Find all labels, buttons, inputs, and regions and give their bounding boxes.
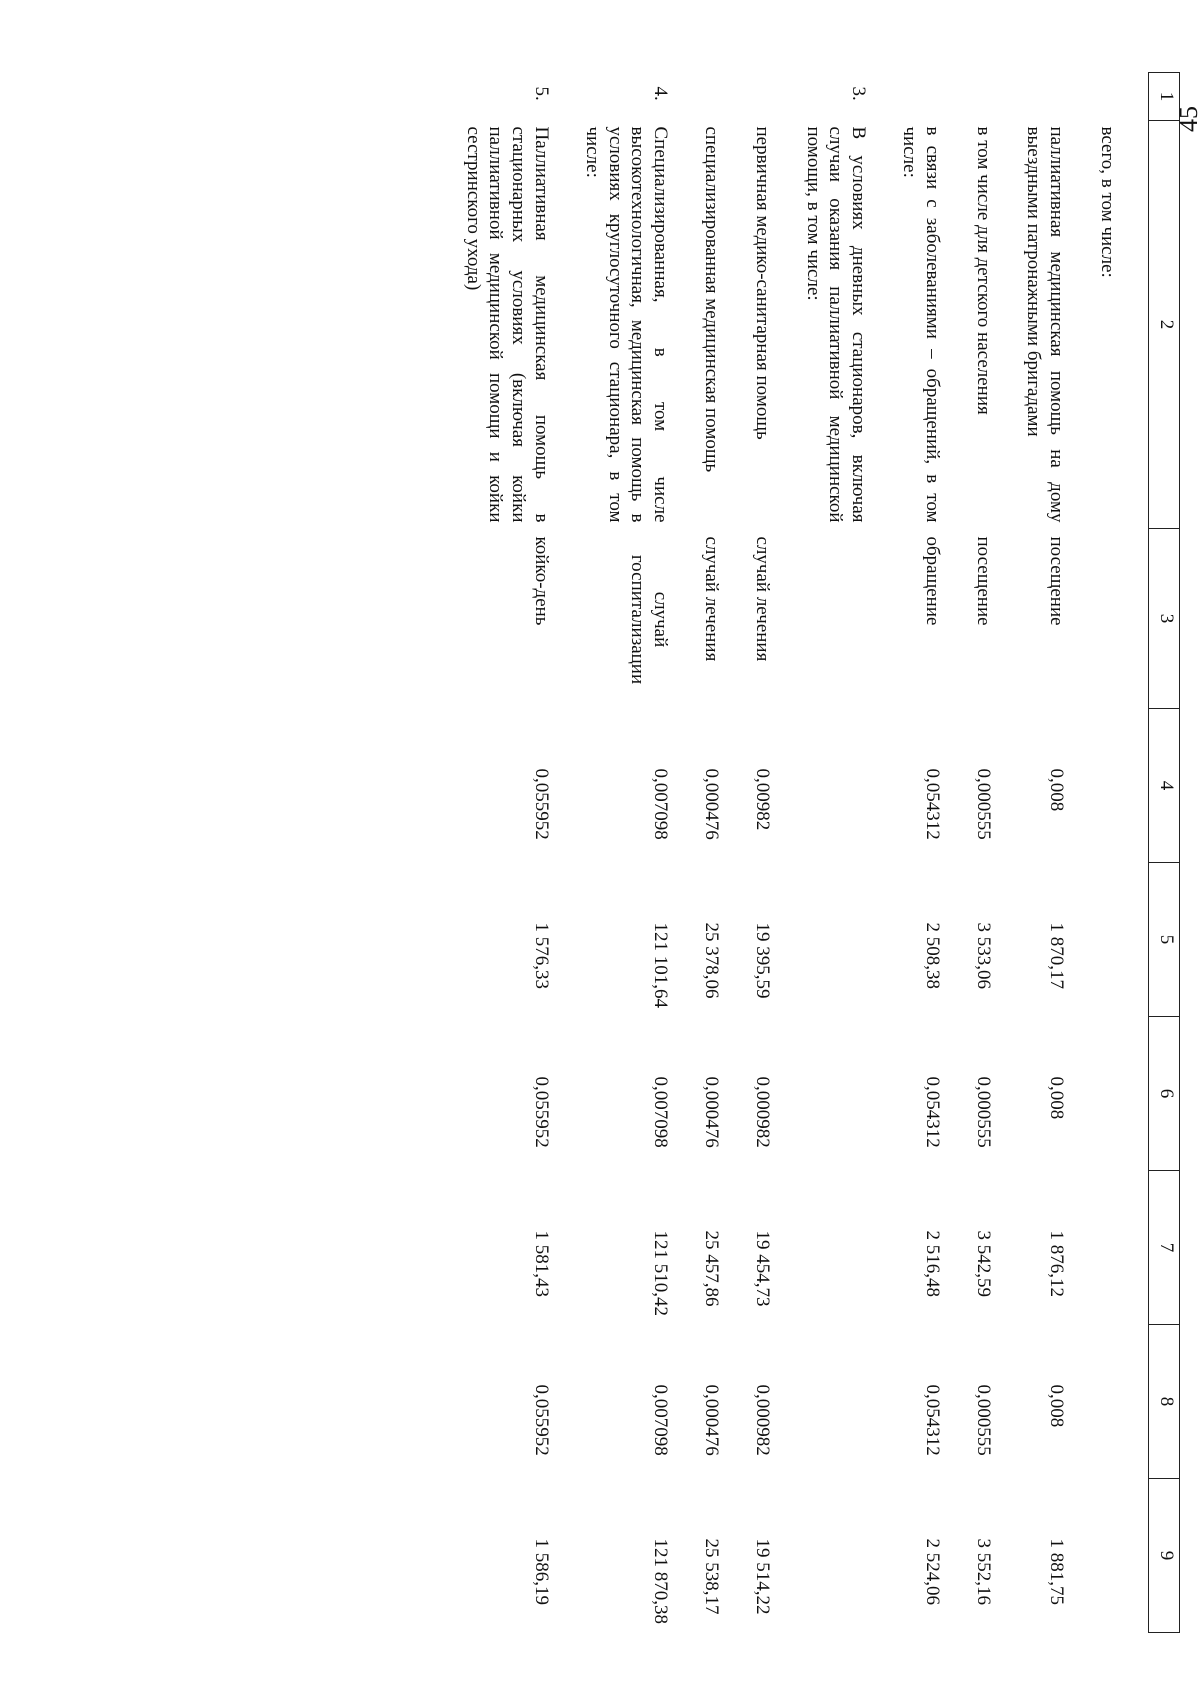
unit-cell: посещение: [1046, 536, 1068, 626]
value-cell: 0,008: [1046, 768, 1068, 812]
row-number: [869, 73, 943, 121]
value-cell: 19 454,73: [751, 1230, 773, 1307]
value-cell: 1 576,33: [531, 922, 553, 989]
value-cell: 0,055952: [531, 1384, 553, 1456]
unit-cell: койко-день: [531, 536, 553, 626]
row-description: в связи с заболеваниями – обращений, в том числе:: [899, 126, 943, 523]
value-cell: 0,000555: [972, 1076, 994, 1148]
value-cell: [1067, 1325, 1148, 1479]
value-cell: 0,008: [1046, 1384, 1068, 1428]
row-number: 5.: [531, 86, 553, 101]
row-number: [1067, 73, 1148, 121]
value-cell: 0,000555: [972, 768, 994, 840]
value-cell: 2 516,48: [921, 1230, 943, 1297]
unit-cell: случай госпитализации: [627, 554, 672, 685]
value-cell: 121 510,42: [650, 1230, 672, 1316]
rotated-table-sheet: [160, 72, 1180, 1632]
value-cell: [773, 863, 869, 1017]
header-cell: 8: [1149, 1325, 1180, 1479]
value-cell: 0,055952: [531, 768, 553, 840]
value-cell: 25 457,86: [701, 1230, 723, 1307]
value-cell: 19 514,22: [751, 1538, 773, 1615]
table-row: [433, 73, 552, 1633]
value-cell: 3 533,06: [972, 922, 994, 989]
table-row: [994, 73, 1068, 1633]
value-cell: 0,000555: [972, 1384, 994, 1456]
row-number: [994, 73, 1068, 121]
value-cell: 1 876,12: [1046, 1230, 1068, 1297]
table-row: [1067, 73, 1148, 1633]
value-cell: 2 508,38: [921, 922, 943, 989]
value-cell: 121 870,38: [650, 1538, 672, 1624]
value-cell: 0,007098: [650, 1384, 672, 1456]
value-cell: 0,000982: [751, 1076, 773, 1148]
value-cell: 121 101,64: [650, 922, 672, 1008]
value-cell: 0,007098: [650, 1076, 672, 1148]
value-cell: 0,054312: [921, 1076, 943, 1148]
value-cell: 0,000476: [701, 768, 723, 840]
header-cell: 7: [1149, 1171, 1180, 1325]
header-cell: 5: [1149, 863, 1180, 1017]
value-cell: [1067, 1017, 1148, 1171]
value-cell: 0,00982: [751, 768, 773, 831]
row-description: первичная медико-санитарная помощь: [751, 126, 773, 440]
row-number: [943, 73, 994, 121]
value-cell: 0,000476: [701, 1076, 723, 1148]
row-number: 4.: [650, 86, 672, 101]
value-cell: 3 552,16: [972, 1538, 994, 1605]
value-cell: [773, 1325, 869, 1479]
value-cell: [1067, 1171, 1148, 1325]
unit-cell: посещение: [972, 536, 994, 626]
row-description: Паллиативная медицинская помощь в стационарных условиях (включая койки паллиативной медицинской помощи и койки сестринского ухода): [462, 126, 553, 523]
table-row: [671, 73, 722, 1633]
page-number: 45: [1174, 106, 1203, 132]
value-cell: 2 524,06: [921, 1538, 943, 1605]
value-cell: [773, 1017, 869, 1171]
value-cell: 19 395,59: [751, 922, 773, 999]
unit-cell: случай лечения: [751, 536, 773, 662]
header-cell: 9: [1149, 1479, 1180, 1633]
unit-cell: обращение: [921, 536, 943, 626]
row-number: [671, 73, 722, 121]
value-cell: 25 378,06: [701, 922, 723, 999]
value-cell: 1 881,75: [1046, 1538, 1068, 1605]
value-cell: [773, 1479, 869, 1633]
row-description: всего, в том числе:: [1097, 126, 1118, 278]
header-cell: 6: [1149, 1017, 1180, 1171]
value-cell: 3 542,59: [972, 1230, 994, 1297]
unit-cell: случай лечения: [701, 536, 723, 662]
row-number: 3.: [848, 86, 870, 101]
value-cell: 0,000982: [751, 1384, 773, 1456]
row-description: Специализированная, в том числе высокотехнологичная, медицинская помощь в условиях круглосуточного стационара, в том числе:: [581, 126, 672, 523]
row-number: [722, 73, 773, 121]
row-description: специализированная медицинская помощь: [701, 126, 723, 473]
row-description: в том числе для детского населения: [972, 126, 994, 415]
header-cell: 2: [1149, 121, 1180, 529]
value-cell: [1067, 863, 1148, 1017]
header-row: [1149, 73, 1180, 1633]
table-row: [943, 73, 994, 1633]
header-cell: 3: [1149, 529, 1180, 709]
value-cell: 0,054312: [921, 1384, 943, 1456]
value-cell: 0,007098: [650, 768, 672, 840]
table-row: [869, 73, 943, 1633]
value-cell: [1067, 1479, 1148, 1633]
value-cell: [1067, 709, 1148, 863]
value-cell: 1 581,43: [531, 1230, 553, 1297]
row-description: В условиях дневных стационаров, включая случаи оказания паллиативной медицинской помощи, в том числе:: [802, 126, 870, 523]
header-cell: 4: [1149, 709, 1180, 863]
value-cell: 0,055952: [531, 1076, 553, 1148]
value-cell: [773, 1171, 869, 1325]
value-cell: 0,000476: [701, 1384, 723, 1456]
value-cell: [773, 709, 869, 863]
unit-cell: [773, 529, 869, 709]
unit-cell: [1067, 529, 1148, 709]
value-cell: 1 870,17: [1046, 922, 1068, 989]
value-cell: 0,008: [1046, 1076, 1068, 1120]
value-cell: 25 538,17: [701, 1538, 723, 1615]
row-description: паллиативная медицинская помощь на дому выездными патронажными бригадами: [1023, 126, 1068, 523]
table-row: [552, 73, 671, 1633]
data-table: [433, 72, 1180, 1633]
table-row: [722, 73, 773, 1633]
value-cell: 1 586,19: [531, 1538, 553, 1605]
value-cell: 0,054312: [921, 768, 943, 840]
table-row: [773, 73, 869, 1633]
header-cell: 1: [1149, 73, 1180, 121]
